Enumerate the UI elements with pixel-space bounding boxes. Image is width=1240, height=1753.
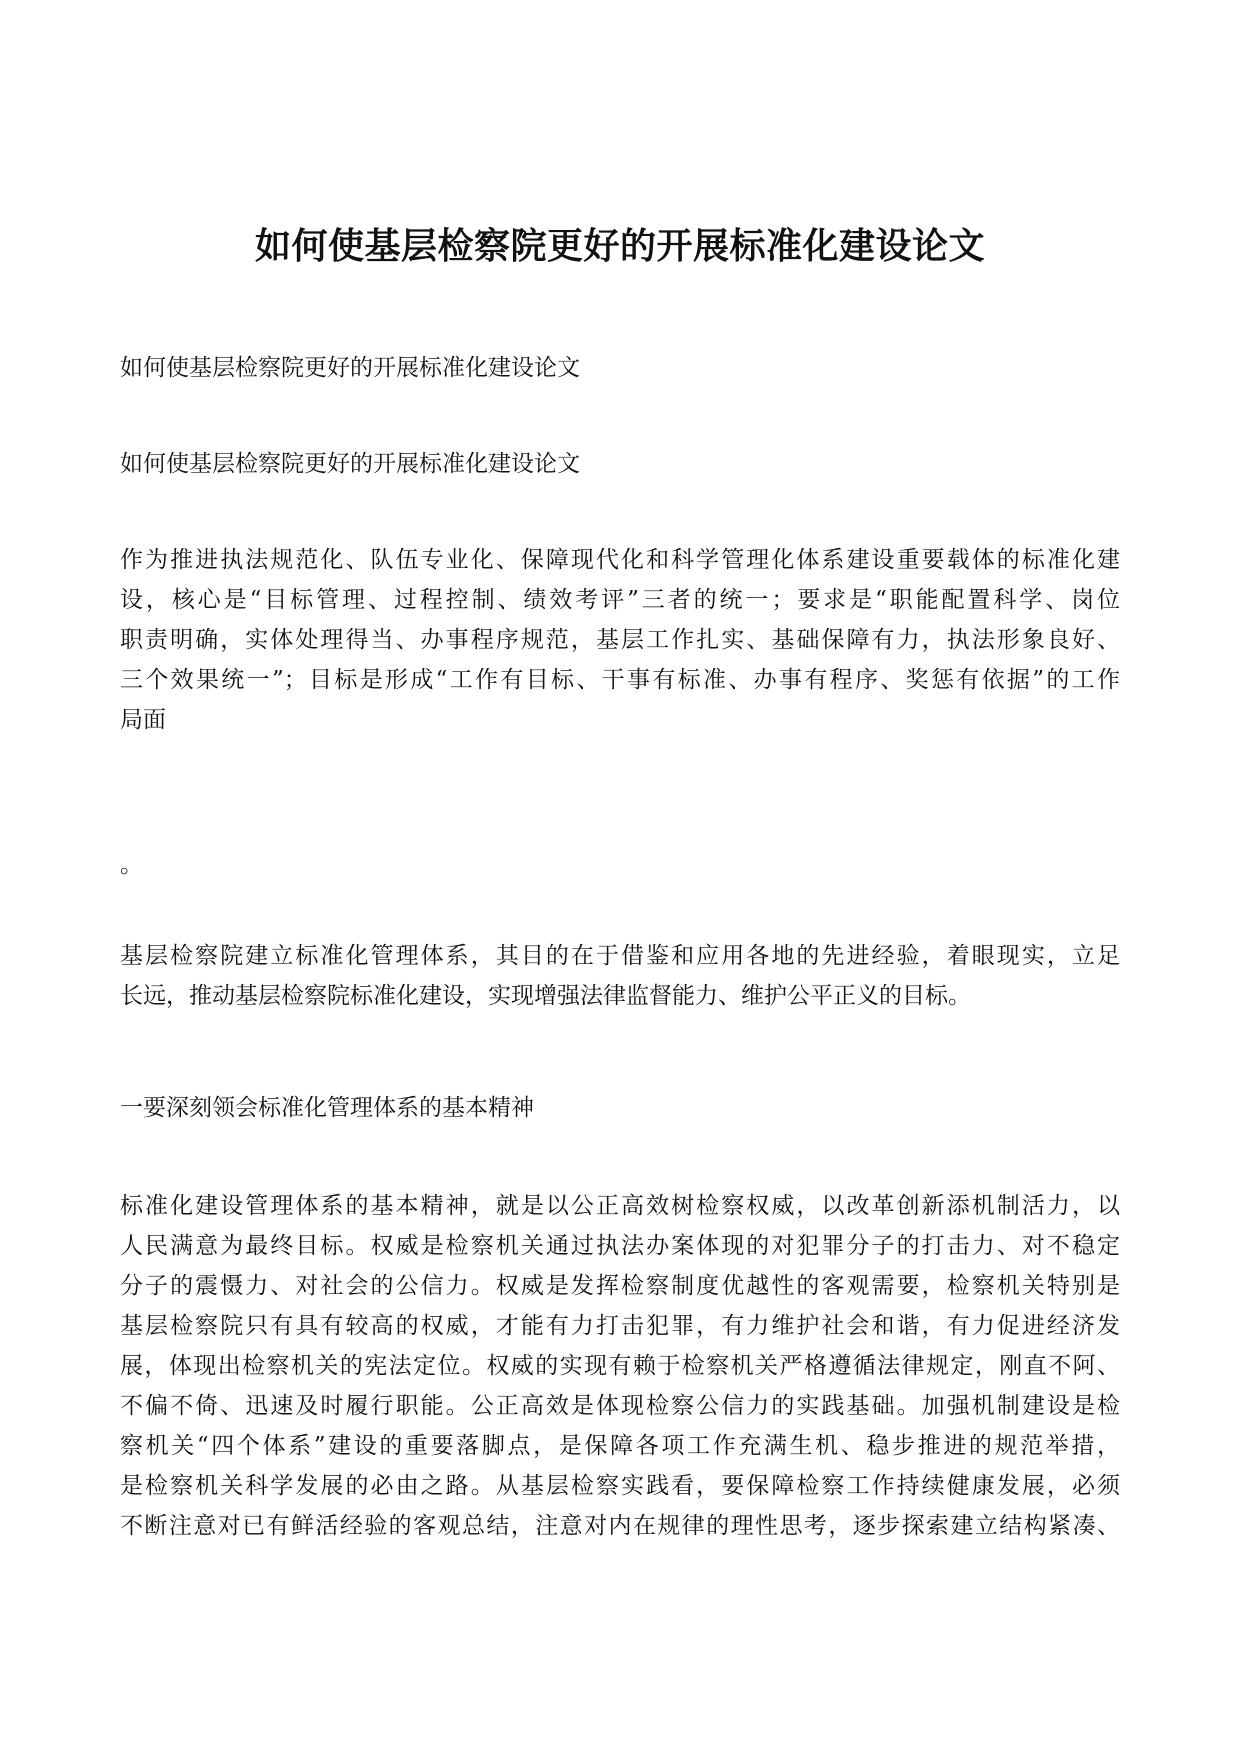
text-line: 如何使基层检察院更好的开展标准化建设论文: [120, 451, 580, 477]
text-line: 人民满意为最终目标。权威是检察机关通过执法办案体现的对犯罪分子的打击力、对不稳定: [120, 1233, 1120, 1259]
paragraph-subtitle-2: [120, 444, 1120, 484]
text-line: 如何使基层检察院更好的开展标准化建设论文: [120, 355, 580, 381]
text-line: 展，体现出检察机关的宪法定位。权威的实现有赖于检察机关严格遵循法律规定，刚直不阿、: [120, 1353, 1120, 1379]
text-line: 局面: [120, 707, 166, 733]
section-heading: [120, 1088, 1120, 1128]
text-line: 一要深刻领会标准化管理体系的基本精神: [120, 1095, 534, 1121]
text-line: 基层检察院建立标准化管理体系，其目的在于借鉴和应用各地的先进经验，着眼现实，立足: [120, 943, 1120, 969]
document-title: 如何使基层检察院更好的开展标准化建设论文: [254, 225, 985, 267]
text-line: 作为推进执法规范化、队伍专业化、保障现代化和科学管理化体系建设重要载体的标准化建: [120, 547, 1120, 573]
text-line: 三个效果统一”；目标是形成“工作有目标、干事有标准、办事有程序、奖惩有依据”的工作: [120, 667, 1120, 693]
paragraph-basic-spirit: [120, 1186, 1120, 1546]
paragraph-period: [120, 845, 1120, 885]
text-line: 标准化建设管理体系的基本精神，就是以公正高效树检察权威，以改革创新添机制活力，以: [120, 1193, 1120, 1219]
paragraph-subtitle-1: [120, 348, 1120, 388]
text-line: 不偏不倚、迅速及时履行职能。公正高效是体现检察公信力的实践基础。加强机制建设是检: [120, 1393, 1120, 1419]
text-line: 基层检察院只有具有较高的权威，才能有力打击犯罪，有力维护社会和谐，有力促进经济发: [120, 1313, 1120, 1339]
text-line: 职责明确，实体处理得当、办事程序规范，基层工作扎实、基础保障有力，执法形象良好、: [120, 627, 1120, 653]
text-line: 设，核心是“目标管理、过程控制、绩效考评”三者的统一；要求是“职能配置科学、岗位: [120, 587, 1120, 613]
paragraph-purpose: [120, 936, 1120, 1016]
text-line: 察机关“四个体系”建设的重要落脚点，是保障各项工作充满生机、稳步推进的规范举措，: [120, 1433, 1120, 1459]
text-line: 是检察机关科学发展的必由之路。从基层检察实践看，要保障检察工作持续健康发展，必须: [120, 1473, 1120, 1499]
text-line: 不断注意对已有鲜活经验的客观总结，注意对内在规律的理性思考，逐步探索建立结构紧凑、: [120, 1513, 1120, 1539]
text-line: 。: [120, 852, 143, 878]
text-line: 分子的震慑力、对社会的公信力。权威是发挥检察制度优越性的客观需要，检察机关特别是: [120, 1273, 1120, 1299]
paragraph-intro: [120, 540, 1120, 740]
text-line: 长远，推动基层检察院标准化建设，实现增强法律监督能力、维护公平正义的目标。: [120, 983, 971, 1009]
